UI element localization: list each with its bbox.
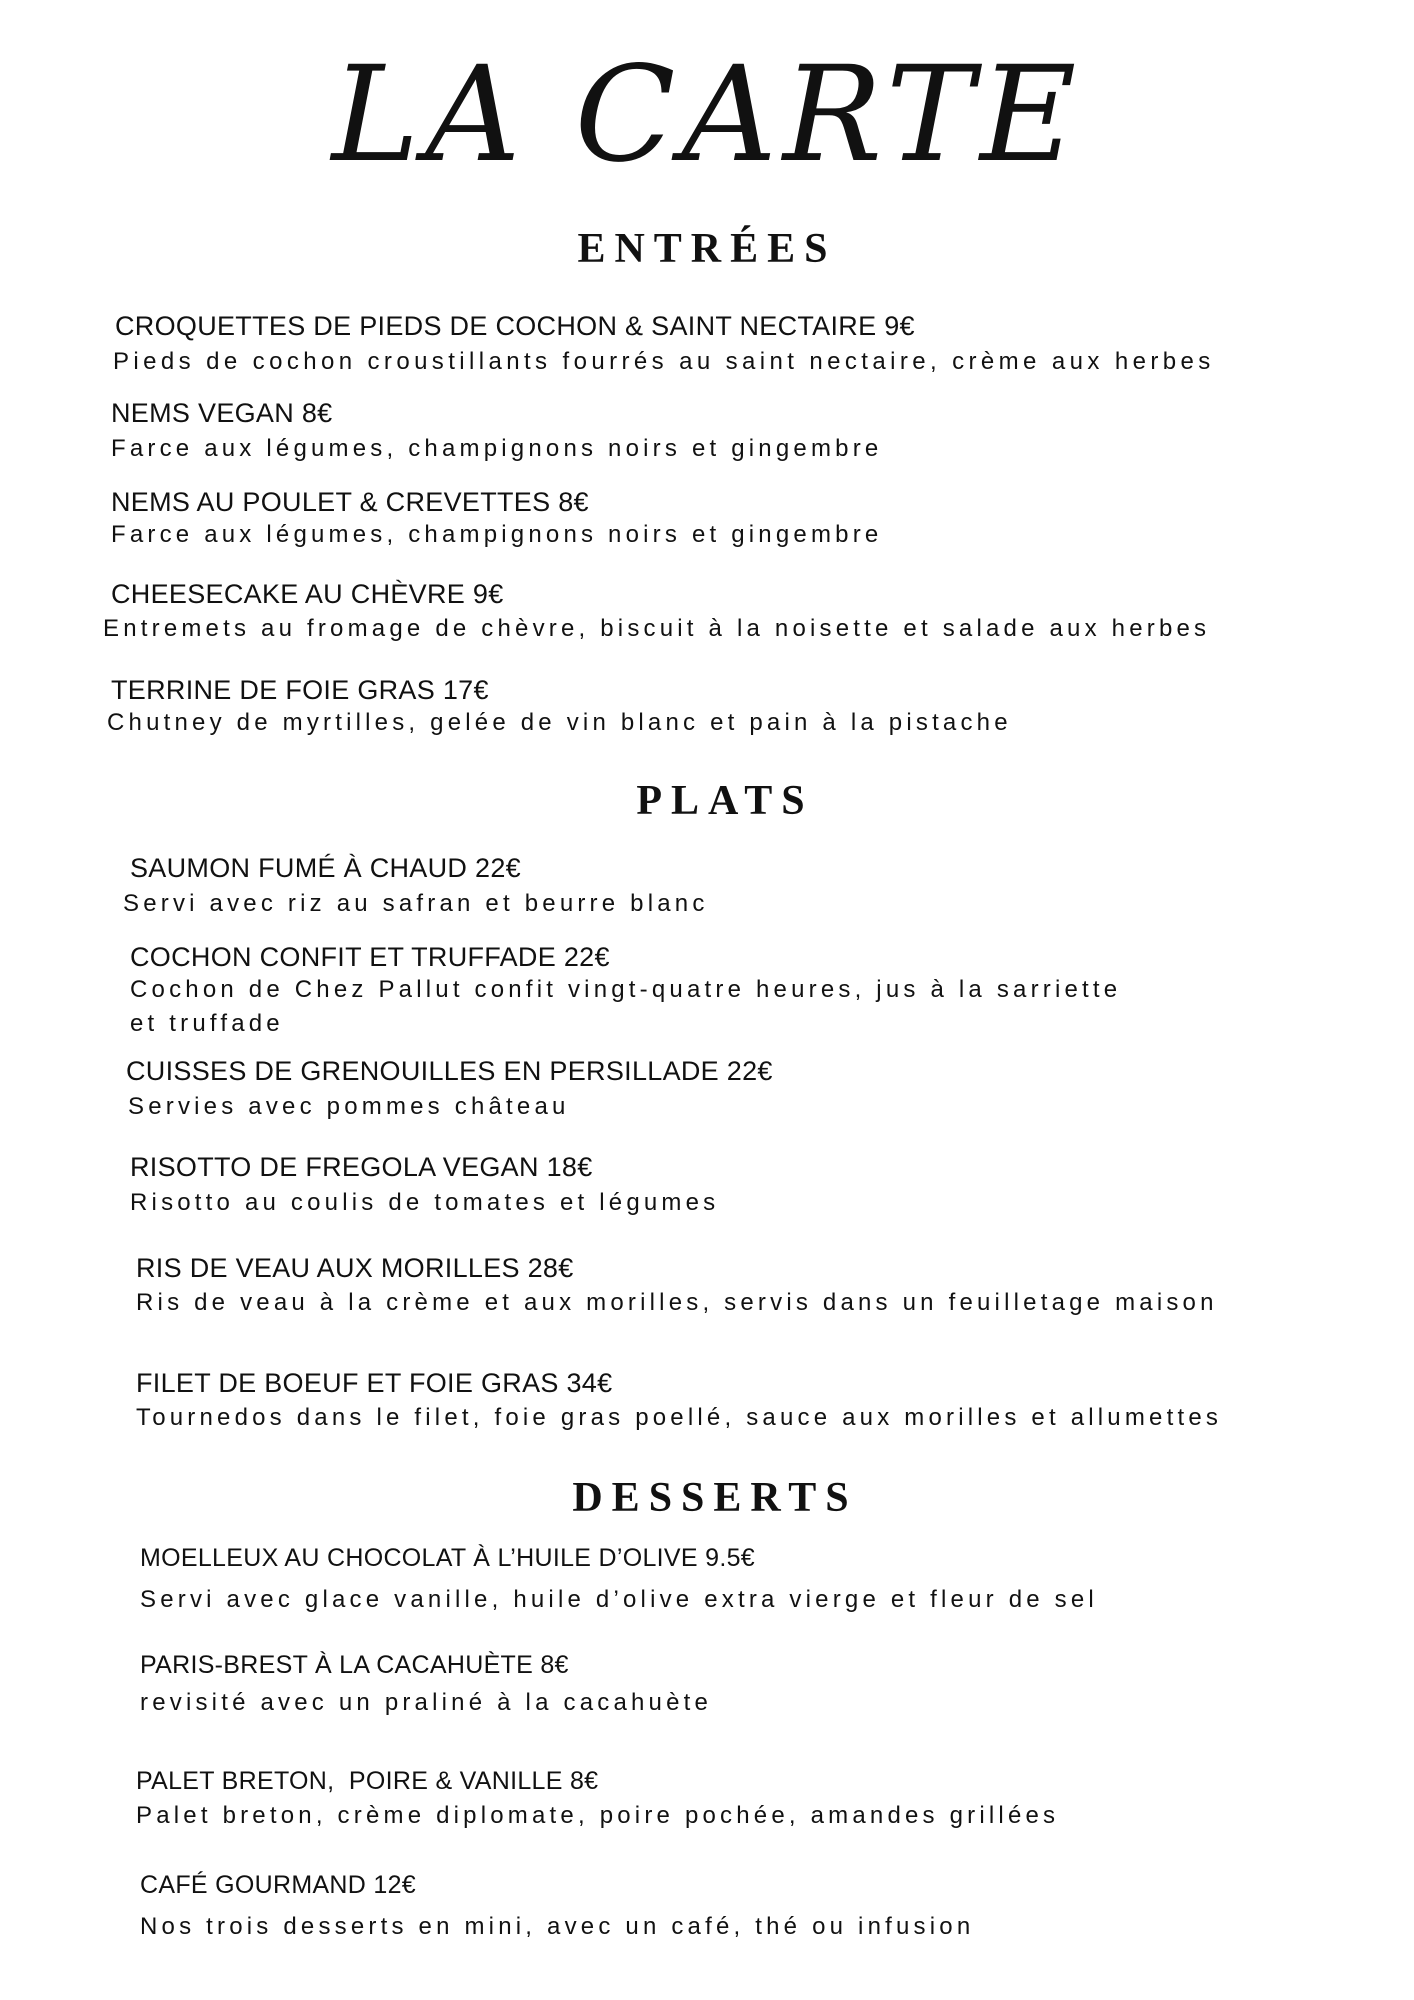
- menu-item-description: Farce aux légumes, champignons noirs et gingembre: [111, 521, 883, 548]
- menu-item-description: revisité avec un praliné à la cacahuète: [140, 1689, 713, 1716]
- menu-item-description: Cochon de Chez Pallut confit vingt-quatre heures, jus à la sarriette et truffade: [130, 976, 1122, 1037]
- menu-item-name: SAUMON FUMÉ À CHAUD 22€: [130, 853, 521, 883]
- menu-item-name: PARIS-BREST À LA CACAHUÈTE 8€: [140, 1651, 569, 1679]
- menu-item-description: Nos trois desserts en mini, avec un café, thé ou infusion: [140, 1913, 975, 1940]
- menu-item-name: PALET BRETON, POIRE & VANILLE 8€: [136, 1767, 599, 1795]
- menu-item-name: TERRINE DE FOIE GRAS 17€: [111, 675, 489, 705]
- menu-item-name: RIS DE VEAU AUX MORILLES 28€: [136, 1253, 574, 1283]
- section-title-entrees: ENTRÉES: [577, 226, 837, 272]
- menu-item-name: MOELLEUX AU CHOCOLAT À L’HUILE D’OLIVE 9.5€: [140, 1544, 755, 1572]
- menu-item-description: Risotto au coulis de tomates et légumes: [130, 1189, 720, 1216]
- menu-item-description: Entremets au fromage de chèvre, biscuit à la noisette et salade aux herbes: [103, 615, 1211, 642]
- menu-item-name: CUISSES DE GRENOUILLES EN PERSILLADE 22€: [126, 1056, 773, 1086]
- menu-item-description: Tournedos dans le filet, foie gras poellé, sauce aux morilles et allumettes: [136, 1404, 1223, 1431]
- menu-item-name: COCHON CONFIT ET TRUFFADE 22€: [130, 942, 610, 972]
- menu-item-description: Servi avec glace vanille, huile d’olive extra vierge et fleur de sel: [140, 1586, 1098, 1613]
- menu-title: LA CARTE: [331, 38, 1083, 192]
- menu-item-name: CAFÉ GOURMAND 12€: [140, 1871, 416, 1899]
- menu-item-description: Servies avec pommes château: [128, 1093, 570, 1120]
- menu-item-description: Palet breton, crème diplomate, poire pochée, amandes grillées: [136, 1802, 1060, 1829]
- menu-item-description: Servi avec riz au safran et beurre blanc: [123, 890, 709, 917]
- menu-item-description: Chutney de myrtilles, gelée de vin blanc et pain à la pistache: [107, 709, 1012, 736]
- section-title-plats: PLATS: [636, 778, 814, 824]
- menu-item-name: RISOTTO DE FREGOLA VEGAN 18€: [130, 1152, 593, 1182]
- menu-item-name: CHEESECAKE AU CHÈVRE 9€: [111, 579, 504, 609]
- menu-item-description: Ris de veau à la crème et aux morilles, servis dans un feuilletage maison: [136, 1289, 1218, 1316]
- section-title-desserts: DESSERTS: [572, 1475, 858, 1521]
- menu-item-description: Farce aux légumes, champignons noirs et gingembre: [111, 435, 883, 462]
- menu-item-name: CROQUETTES DE PIEDS DE COCHON & SAINT NECTAIRE 9€: [115, 311, 915, 341]
- menu-item-name: FILET DE BOEUF ET FOIE GRAS 34€: [136, 1368, 613, 1398]
- menu-item-name: NEMS AU POULET & CREVETTES 8€: [111, 487, 589, 517]
- menu-item-name: NEMS VEGAN 8€: [111, 398, 333, 428]
- menu-item-description: Pieds de cochon croustillants fourrés au saint nectaire, crème aux herbes: [113, 348, 1215, 375]
